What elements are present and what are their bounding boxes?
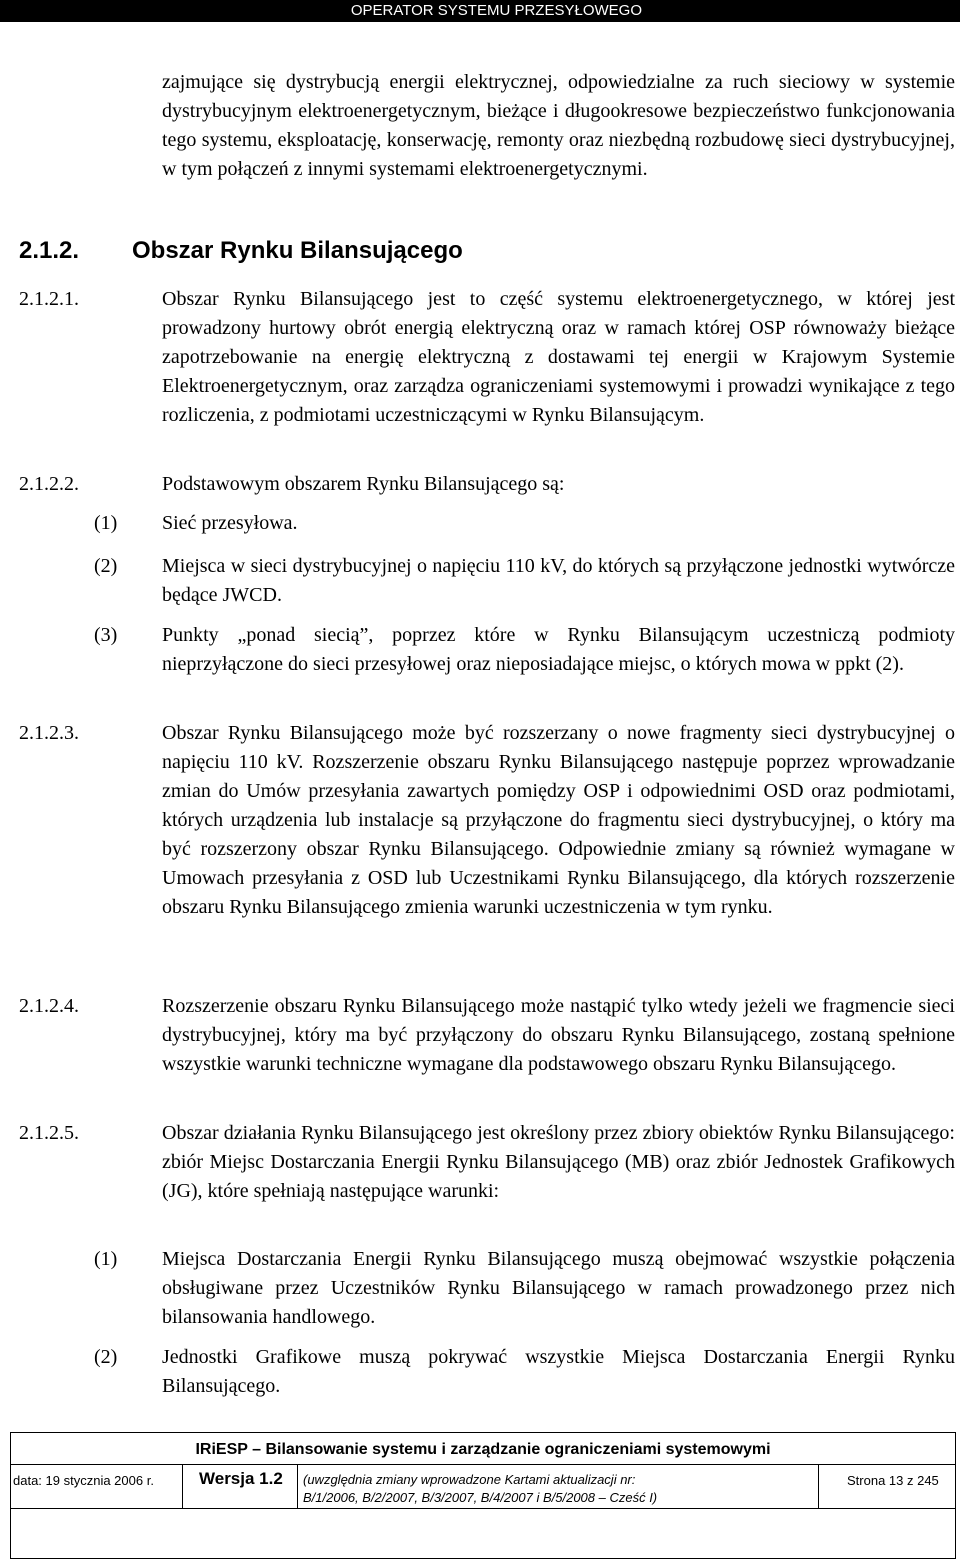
clause-text: Rozszerzenie obszaru Rynku Bilansującego może nastąpić tylko wtedy jeżeli we fragmencie sieci dystrybucyjnej, który ma być przyłączony do obszaru Rynku Bilansującego, zostaną spełnione wszystkie warunki techniczne wymagane dla podstawowego obszaru Rynku Bilansującego. — [162, 995, 955, 1075]
clause-number: 2.1.2.3. — [19, 722, 79, 744]
clause-text: Obszar Rynku Bilansującego jest to część systemu elektroenergetycznego, w której jest prowadzony hurtowy obrót energią elektryczną oraz w ramach której OSP równoważy bieżące zapotrzebowanie na energię elektryczną z dostawami tej energii w Krajowym Systemie Elektroenergetycznym, oraz zarządza ograniczeniami systemowymi i prowadzi wynikające z tego rozliczenia, z podmiotami uczestniczącymi w Rynku Bilansującym. — [162, 288, 955, 426]
clause-text: Obszar Rynku Bilansującego może być rozszerzany o nowe fragmenty sieci dystrybucyjnej o napięciu 110 kV. Rozszerzenie obszaru Rynku Bilansującego następuje poprzez wprowadzanie zmian do Umów przesyłania zawartych pomiędzy OSP i odpowiednimi OSD oraz podmiotami, których urządzenia lub instalacje są przyłączone do fragmentu sieci dystrybucyjnej, o który ma być rozszerzony obszar Rynku Bilansującego. Odpowiednie zmiany są również wymagane w Umowach przesyłania z OSD lub Uczestnikami Rynku Bilansującego, dla których rozszerzenie obszaru Rynku Bilansującego zmienia warunki uczestniczenia w tym rynku. — [162, 722, 955, 918]
section-heading — [19, 236, 463, 266]
footer-version: Wersja 1.2 — [183, 1465, 298, 1508]
footer-info-row — [11, 1465, 955, 1509]
footer-title: IRiESP – Bilansowanie systemu i zarządzanie ograniczeniami systemowymi — [11, 1433, 955, 1465]
list-item: Punkty „ponad siecią”, poprzez które w Rynku Bilansującym uczestniczą podmioty nieprzyłączone do sieci przesyłowej oraz nieposiadające miejsc, o których mowa w ppkt (2). — [162, 624, 955, 675]
footer-date: data: 19 stycznia 2006 r. — [11, 1465, 183, 1508]
document-footer — [10, 1432, 956, 1559]
list-item: Miejsca Dostarczania Energii Rynku Bilansującego muszą obejmować wszystkie połączenia obsługiwane przez Uczestników Rynku Bilansującego w ramach prowadzonego przez nich bilansowania handlowego. — [162, 1248, 955, 1328]
section-title: Obszar Rynku Bilansującego — [132, 237, 463, 264]
list-item: Miejsca w sieci dystrybucyjnej o napięciu 110 kV, do których są przyłączone jednostki wytwórcze będące JWCD. — [162, 555, 955, 606]
footer-note-line2: B/1/2006, B/2/2007, B/3/2007, B/4/2007 i B/5/2008 – Cześć I) — [303, 1490, 658, 1505]
footer-note-line1: (uwzględnia zmiany wprowadzone Kartami aktualizacji nr: — [303, 1472, 636, 1487]
footer-note — [298, 1465, 819, 1508]
list-item: Sieć przesyłowa. — [162, 512, 298, 534]
clause-number: 2.1.2.1. — [19, 288, 79, 310]
clause-number: 2.1.2.2. — [19, 473, 79, 495]
list-item-number: (1) — [94, 1248, 118, 1270]
list-item-number: (1) — [94, 512, 118, 534]
list-item-number: (2) — [94, 555, 118, 577]
intro-paragraph: zajmujące się dystrybucją energii elektrycznej, odpowiedzialne za ruch sieciowy w systemie dystrybucyjnym elektroenergetycznym, bieżące i długookresowe bezpieczeństwo funkcjonowania tego systemu, eksploatację, konserwację, remonty oraz niezbędną rozbudowę sieci dystrybucyjnej, w tym połączeń z innymi systemami elektroenergetycznymi. — [162, 71, 955, 180]
clause-text: Obszar działania Rynku Bilansującego jest określony przez zbiory obiektów Rynku Bilansującego: zbiór Miejsc Dostarczania Energii Rynku Bilansującego (MB) oraz zbiór Jednostek Grafikowych (JG), które spełniają następujące warunki: — [162, 1122, 955, 1202]
list-item: Jednostki Grafikowe muszą pokrywać wszystkie Miejsca Dostarczania Energii Rynku Bilansującego. — [162, 1346, 955, 1397]
clause-number: 2.1.2.5. — [19, 1122, 79, 1144]
header-text: OPERATOR SYSTEMU PRZESYŁOWEGO — [350, 2, 642, 19]
section-number: 2.1.2. — [19, 237, 80, 264]
clause-number: 2.1.2.4. — [19, 995, 79, 1017]
clause-text: Podstawowym obszarem Rynku Bilansującego są: — [162, 473, 565, 495]
document-header — [0, 0, 960, 22]
footer-page-number: Strona 13 z 245 — [847, 1473, 939, 1488]
list-item-number: (3) — [94, 624, 118, 646]
list-item-number: (2) — [94, 1346, 118, 1368]
